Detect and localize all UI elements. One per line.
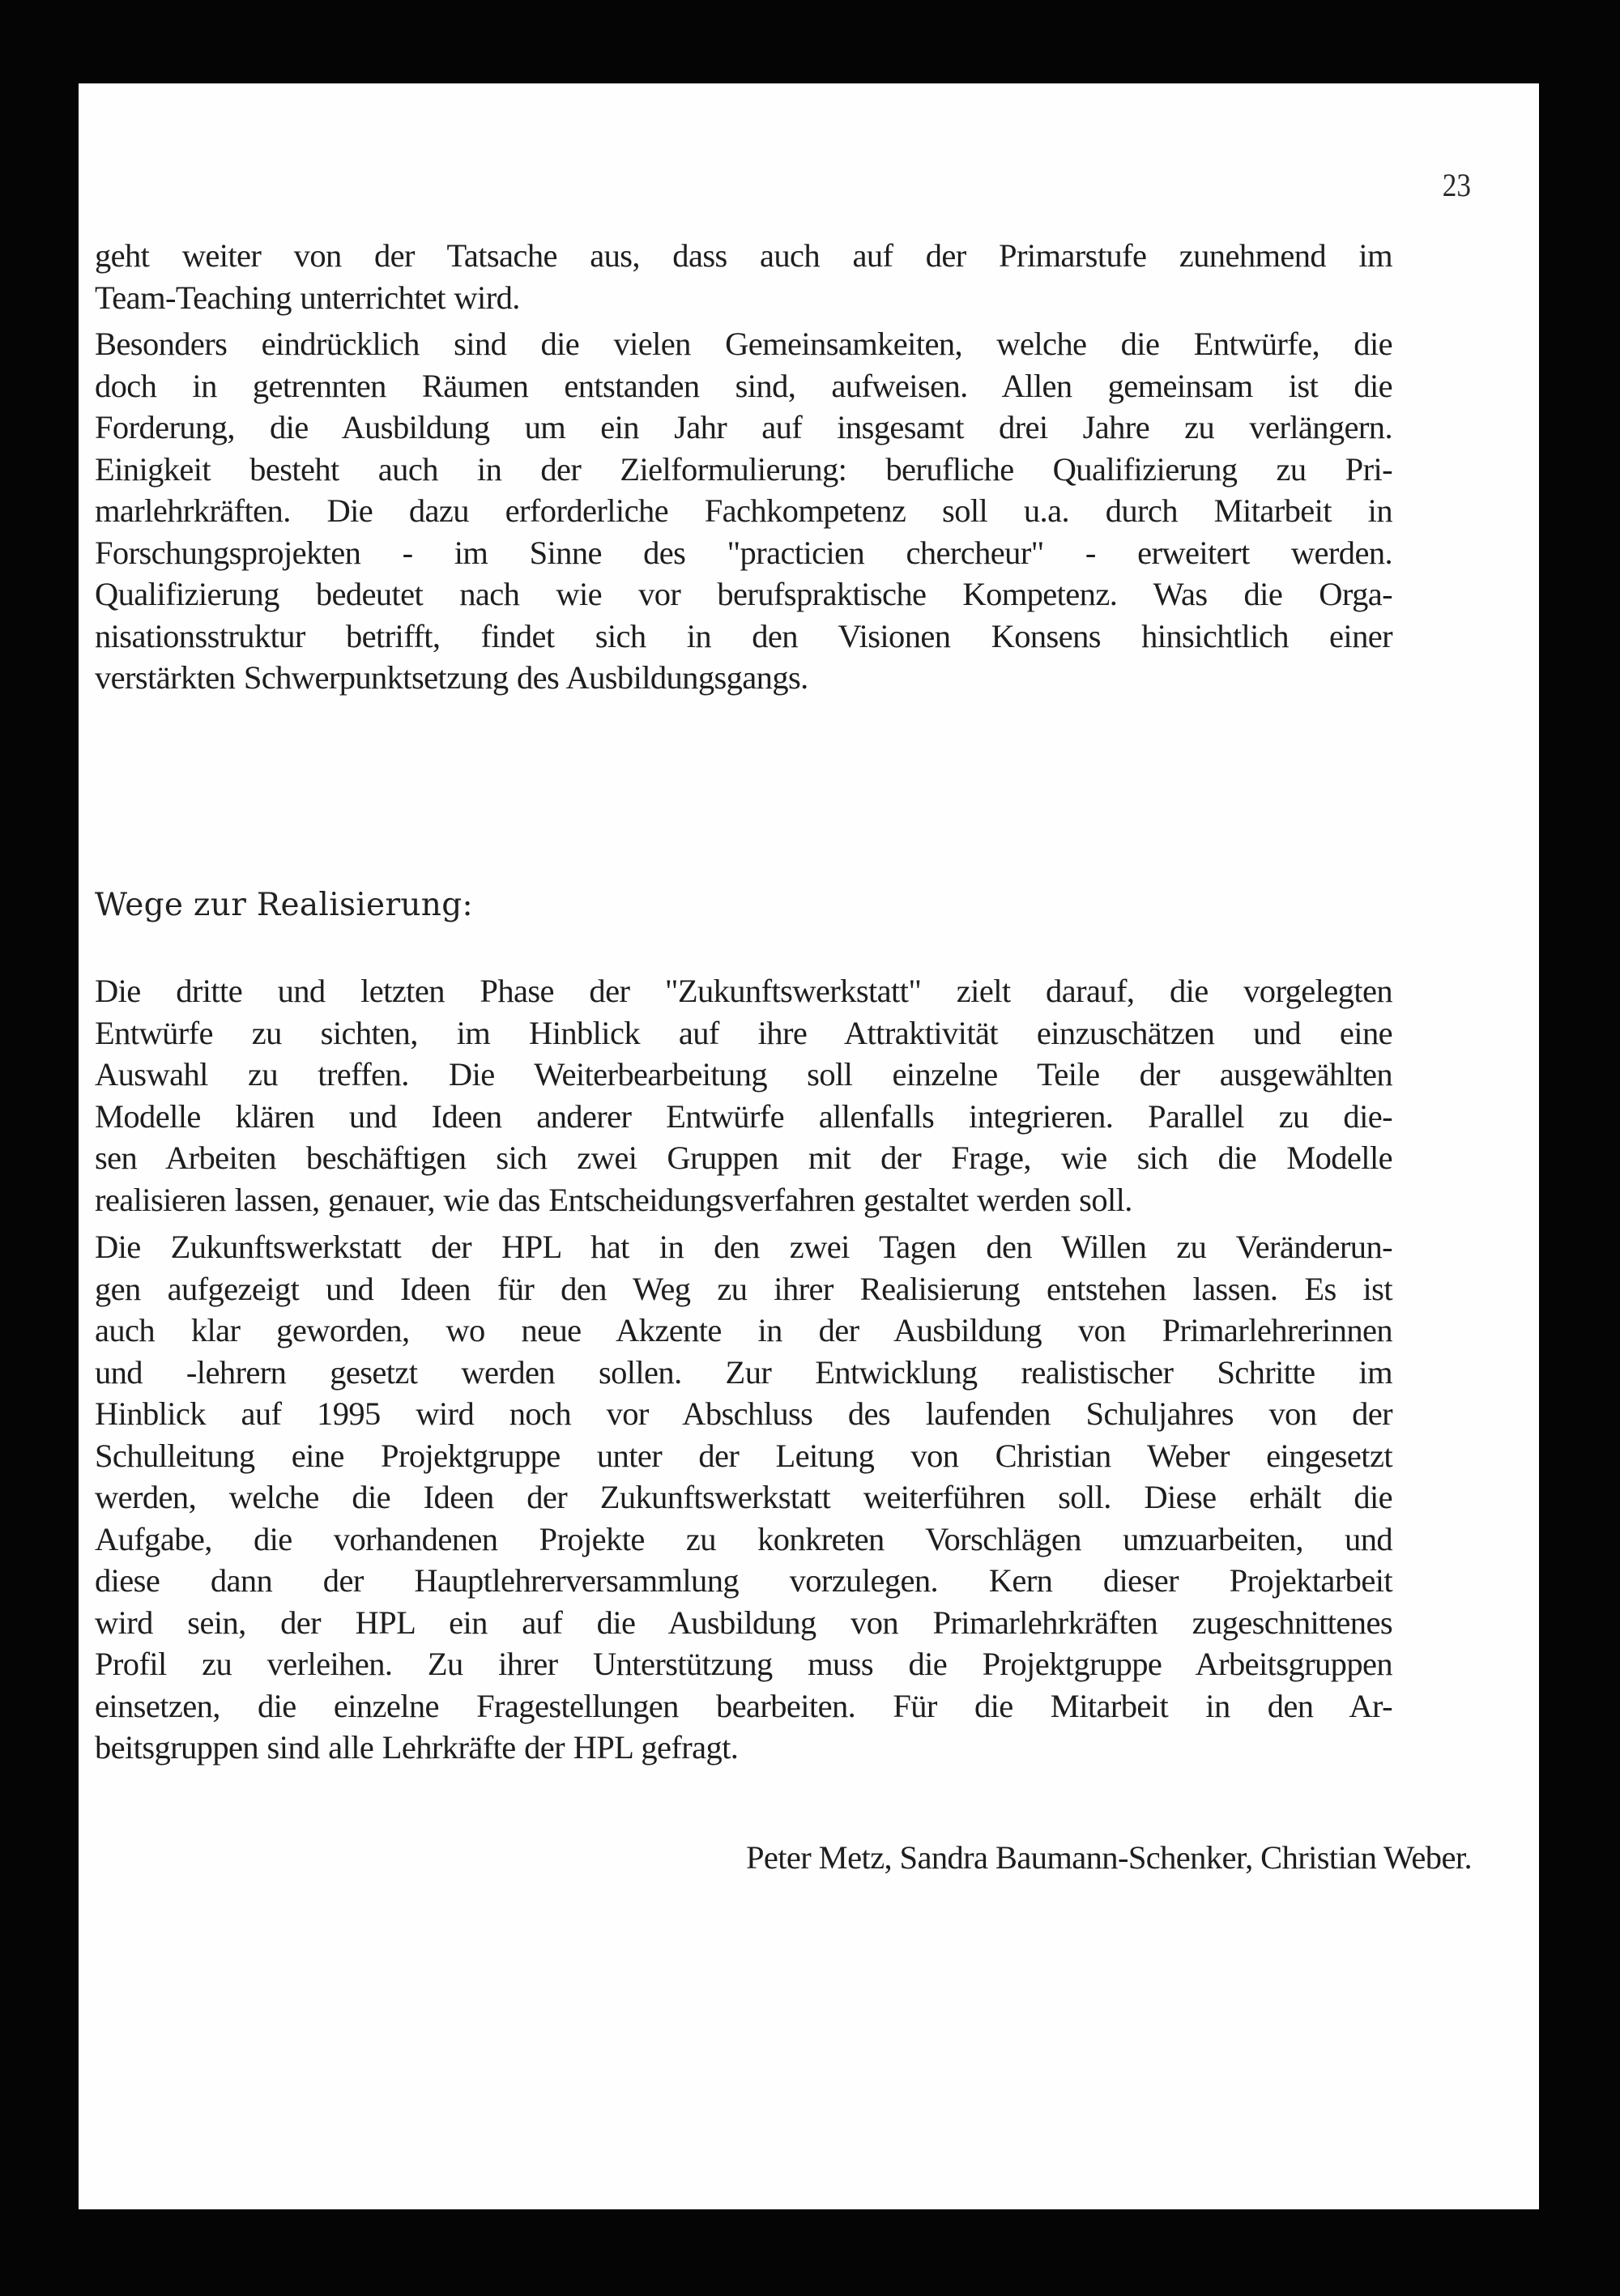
text-line: doch in getrennten Räumen entstanden sind, aufweisen. Allen gemeinsam ist die bbox=[95, 367, 1392, 404]
text-line: sen Arbeiten beschäftigen sich zwei Gruppen mit der Frage, wie sich die Modelle bbox=[95, 1139, 1392, 1176]
text-line: werden, welche die Ideen der Zukunftswerkstatt weiterführen soll. Diese erhält die bbox=[95, 1479, 1392, 1515]
text-line: Qualifizierung bedeutet nach wie vor berufspraktische Kompetenz. Was die Orga- bbox=[95, 576, 1392, 612]
text-line: auch klar geworden, wo neue Akzente in der Ausbildung von Primarlehrerinnen bbox=[95, 1312, 1392, 1348]
text-line: Aufgabe, die vorhandenen Projekte zu konkreten Vorschlägen umzuarbeiten, und bbox=[95, 1520, 1392, 1557]
text-line: Entwürfe zu sichten, im Hinblick auf ihre Attraktivität einzuschätzen und eine bbox=[95, 1014, 1392, 1051]
text-line: verstärkten Schwerpunktsetzung des Ausbildungsgangs. bbox=[95, 659, 808, 696]
text-line: Besonders eindrücklich sind die vielen Gemeinsamkeiten, welche die Entwürfe, die bbox=[95, 326, 1392, 362]
text-line: marlehrkräften. Die dazu erforderliche Fachkompetenz soll u.a. durch Mitarbeit in bbox=[95, 492, 1392, 529]
text-line: einsetzen, die einzelne Fragestellungen bearbeiten. Für die Mitarbeit in den Ar- bbox=[95, 1687, 1392, 1724]
paragraph bbox=[95, 1226, 1392, 1769]
author-signature: Peter Metz, Sandra Baumann-Schenker, Christian Weber. bbox=[745, 1839, 1472, 1876]
text-line: Auswahl zu treffen. Die Weiterbearbeitung soll einzelne Teile der ausgewählten bbox=[95, 1056, 1392, 1093]
section-2 bbox=[95, 970, 1392, 1769]
text-line: Die dritte und letzten Phase der "Zukunftswerkstatt" zielt darauf, die vorgelegten bbox=[95, 973, 1392, 1009]
text-line: wird sein, der HPL ein auf die Ausbildung von Primarlehrkräften zugeschnittenes bbox=[95, 1604, 1392, 1641]
paragraph bbox=[95, 323, 1392, 699]
text-line: gen aufgezeigt und Ideen für den Weg zu ihrer Realisierung entstehen lassen. Es ist bbox=[95, 1270, 1392, 1307]
text-line: beitsgruppen sind alle Lehrkräfte der HPL gefragt. bbox=[95, 1729, 739, 1766]
paragraph bbox=[95, 970, 1392, 1220]
text-line: Schulleitung eine Projektgruppe unter der Leitung von Christian Weber eingesetzt bbox=[95, 1437, 1392, 1474]
text-line: realisieren lassen, genauer, wie das Entscheidungsverfahren gestaltet werden soll. bbox=[95, 1181, 1132, 1218]
section-heading: Wege zur Realisierung: bbox=[95, 887, 473, 923]
text-line: Modelle klären und Ideen anderer Entwürfe allenfalls integrieren. Parallel zu die- bbox=[95, 1097, 1392, 1135]
page-number: 23 bbox=[1442, 167, 1471, 203]
text-line: nisationsstruktur betrifft, findet sich in den Visionen Konsens hinsichtlich einer bbox=[95, 617, 1392, 654]
section-1 bbox=[95, 235, 1392, 699]
text-line: und -lehrern gesetzt werden sollen. Zur Entwicklung realistischer Schritte im bbox=[95, 1353, 1392, 1391]
text-line: Forschungsprojekten - im Sinne des "practicien chercheur" - erweitert werden. bbox=[95, 534, 1392, 571]
text-line: Die Zukunftswerkstatt der HPL hat in den zwei Tagen den Willen zu Veränderun- bbox=[95, 1229, 1392, 1265]
text-line: Profil zu verleihen. Zu ihrer Unterstützung muss die Projektgruppe Arbeitsgruppen bbox=[95, 1646, 1392, 1682]
paragraph bbox=[95, 235, 1392, 318]
text-line: Forderung, die Ausbildung um ein Jahr auf insgesamt drei Jahre zu verlängern. bbox=[95, 409, 1392, 445]
text-line: Einigkeit besteht auch in der Zielformulierung: berufliche Qualifizierung zu Pri- bbox=[95, 450, 1392, 488]
text-line: Team-Teaching unterrichtet wird. bbox=[95, 279, 520, 316]
text-line: diese dann der Hauptlehrerversammlung vorzulegen. Kern dieser Projektarbeit bbox=[95, 1562, 1392, 1599]
text-line: geht weiter von der Tatsache aus, dass auch auf der Primarstufe zunehmend im bbox=[95, 237, 1392, 274]
text-line: Hinblick auf 1995 wird noch vor Abschluss des laufenden Schuljahres von der bbox=[95, 1395, 1392, 1432]
